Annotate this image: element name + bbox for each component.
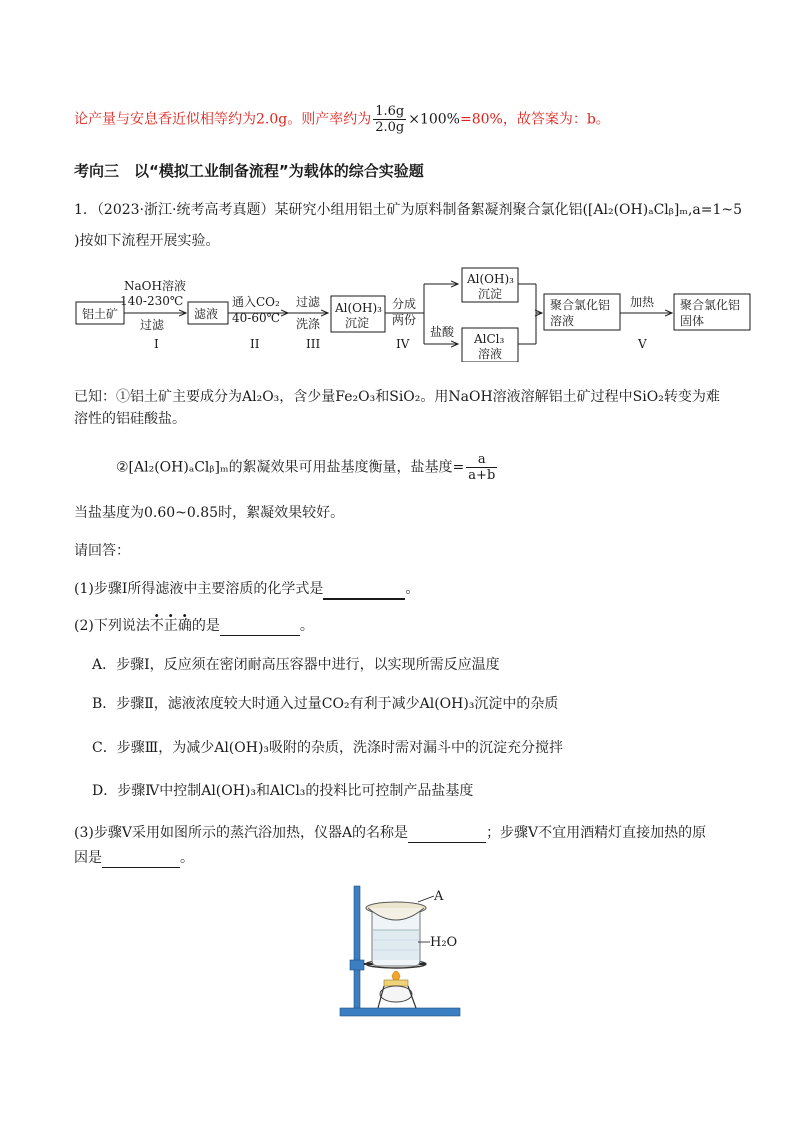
label-a: A (434, 889, 444, 904)
fraction-denominator: 2.0g (375, 120, 405, 135)
q1-suffix: 。 (405, 581, 420, 597)
answer-times: ×100% (408, 111, 460, 128)
flow-hcl: 盐酸 (430, 325, 455, 339)
flow-box4-line1: Al(OH)₃ (467, 272, 514, 286)
known-formula: ②[Al₂(OH)ₐClᵦ]ₘ (116, 459, 229, 476)
flow-step4-split: 分成 (392, 297, 417, 311)
flow-box6-line2: 溶液 (550, 314, 575, 328)
flow-box4-line2: 沉淀 (478, 287, 503, 301)
question-line2: )按如下流程开展实验。 (74, 233, 220, 249)
q3-text-2: 因是 (74, 850, 102, 866)
q3-text: (3)步骤Ⅴ采用如图所示的蒸汽浴加热，仪器A的名称是 (74, 825, 409, 841)
basicity-denominator: a+b (468, 468, 496, 483)
option-c[interactable]: C．步骤Ⅲ，为减少Al(OH)₃吸附的杂质，洗涤时需对漏斗中的沉淀充分搅拌 (92, 740, 564, 756)
q1 (74, 580, 419, 600)
q3-answer-blank-1[interactable] (408, 824, 486, 843)
q2-emphasis-not: 不 (149, 618, 164, 634)
stand-base (340, 1008, 460, 1016)
stand-rod (354, 886, 360, 1012)
flow-step3-num: III (306, 337, 321, 351)
flow-step1-filter: 过滤 (140, 318, 165, 332)
question-formula: [Al₂(OH)ₐClᵦ]ₘ (587, 202, 688, 218)
q1-answer-blank[interactable] (323, 580, 405, 600)
known-text: 的絮凝效果可用盐基度衡量，盐基度= (228, 459, 465, 476)
flow-box7-line2: 固体 (680, 314, 705, 328)
known-line1: 已知：①铝土矿主要成分为Al₂O₃，含少量Fe₂O₃和SiO₂。用NaOH溶液溶解铝土矿过程中SiO₂转变为难 (74, 389, 720, 405)
fraction-numerator: 1.6g (375, 104, 405, 119)
flow-step5-heat: 加热 (630, 295, 655, 309)
flow-box3-line1: Al(OH)₃ (335, 301, 382, 315)
section-title: 考向三 以“模拟工业制备流程”为载体的综合实验题 (74, 162, 424, 180)
flow-box3-line2: 沉淀 (345, 316, 370, 330)
q1-text: (1)步骤Ⅰ所得滤液中主要溶质的化学式是 (74, 581, 324, 597)
flow-step2-reagent: 通入CO₂ (232, 295, 280, 309)
option-a[interactable]: A．步骤Ⅰ，反应须在密闭耐高压容器中进行，以实现所需反应温度 (92, 657, 500, 673)
q2-answer-blank[interactable] (220, 617, 300, 636)
q3-line2 (74, 849, 194, 868)
yield-fraction (373, 104, 406, 135)
flow-step2-temp: 40-60℃ (232, 311, 281, 325)
flow-box6-line1: 聚合氯化铝 (550, 298, 611, 312)
option-d[interactable]: D．步骤Ⅳ中控制Al(OH)₃和AlCl₃的投料比可控制产品盐基度 (92, 783, 474, 799)
flow-step4-two: 两份 (392, 313, 417, 327)
process-flowchart (74, 262, 754, 362)
flow-step4-num: IV (396, 337, 410, 351)
answer-line (74, 104, 610, 135)
flow-box5-line2: 溶液 (478, 347, 503, 361)
flow-step3-filter: 过滤 (296, 295, 321, 309)
flow-step1-reagent: NaOH溶液 (124, 279, 186, 293)
q2-suffix: 。 (299, 618, 314, 634)
basicity-fraction (466, 452, 497, 483)
q3-suffix: 。 (180, 850, 194, 866)
flow-step1-num: I (154, 337, 159, 351)
known-line3 (116, 452, 499, 483)
question-number: 1． (74, 202, 97, 218)
please-answer: 请回答： (74, 543, 130, 559)
known-line4: 当盐基度为0.60~0.85时，絮凝效果较好。 (74, 505, 345, 521)
question-source: （2023·浙江·统考高考真题）某研究小组用铝土矿为原料制备絮凝剂聚合氯化铝( (96, 202, 588, 218)
q2-emphasis-end: 确的是 (177, 618, 220, 634)
flow-box5-line1: AlCl₃ (474, 332, 505, 346)
question-formula-suffix: ,a=1~5 (687, 202, 743, 218)
flow-step5-num: V (638, 337, 647, 351)
answer-suffix: =80%，故答案为：b。 (460, 111, 610, 128)
flow-box1: 铝土矿 (82, 307, 119, 321)
question-stem (74, 201, 742, 219)
q3-answer-blank-2[interactable] (102, 849, 180, 868)
flow-box2: 滤液 (194, 307, 219, 321)
flow-step2-num: II (250, 337, 260, 351)
q3-line1 (74, 824, 706, 843)
q2-emphasis-correct: 正 (163, 618, 178, 634)
known-line2: 溶性的铝硅酸盐。 (74, 411, 186, 427)
label-water: H₂O (430, 935, 458, 950)
q2 (74, 617, 314, 636)
option-b[interactable]: B．步骤Ⅱ，滤液浓度较大时通入过量CO₂有利于减少Al(OH)₃沉淀中的杂质 (92, 696, 559, 712)
burner (380, 986, 412, 1002)
q2-text: (2)下列说法 (74, 618, 150, 634)
q3-text-mid: ；步骤Ⅴ不宜用酒精灯直接加热的原 (486, 825, 707, 841)
answer-prefix: 论产量与安息香近似相等约为2.0g。则产率约为 (74, 111, 372, 128)
steam-bath-apparatus (330, 880, 480, 1030)
flow-box7-line1: 聚合氯化铝 (680, 298, 741, 312)
flow-step3-wash: 洗涤 (296, 317, 321, 331)
basicity-numerator: a (466, 452, 497, 468)
flow-step1-temp: 140-230℃ (120, 294, 184, 308)
